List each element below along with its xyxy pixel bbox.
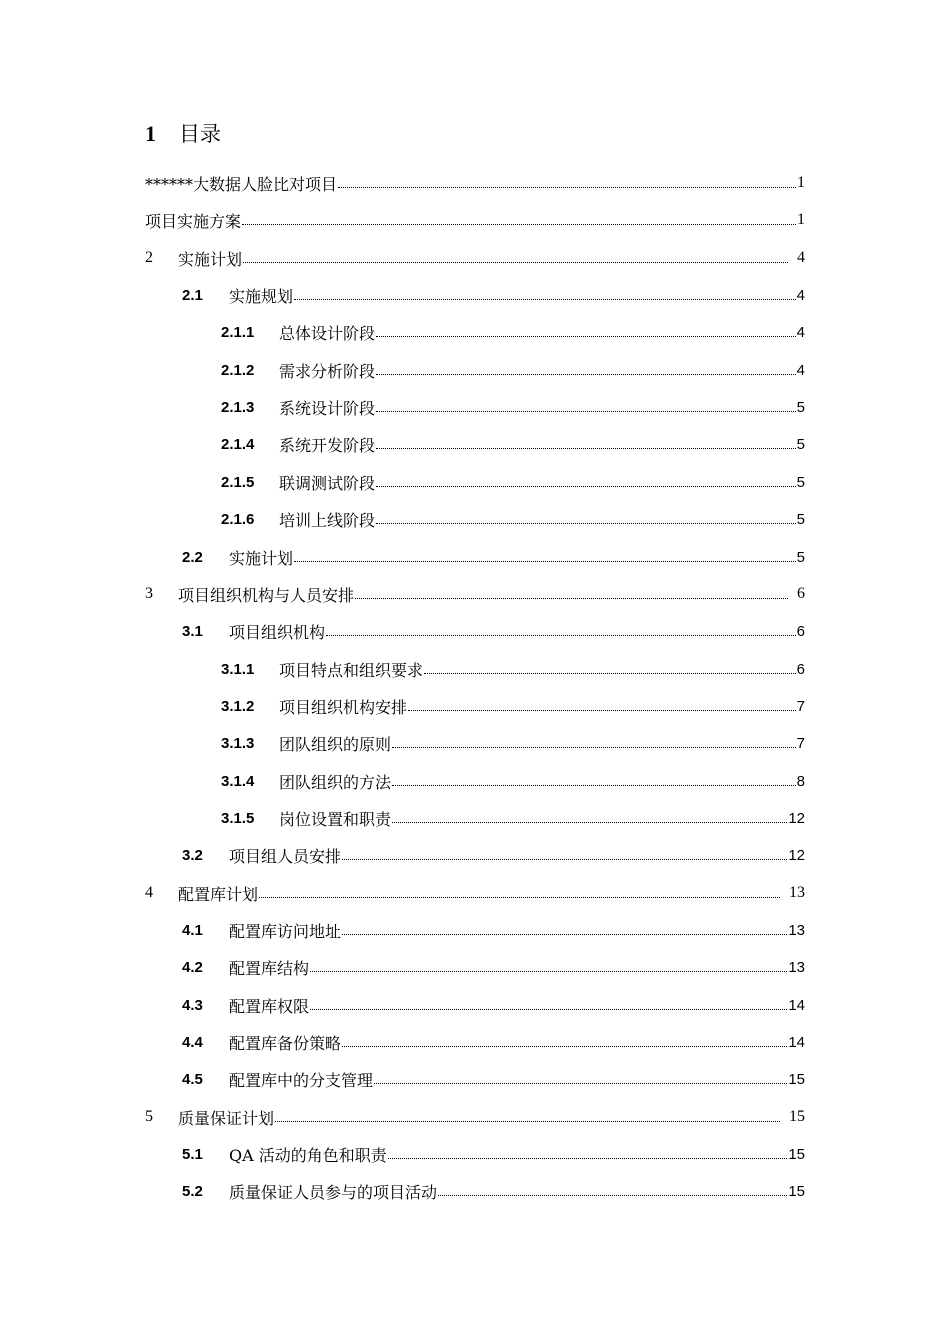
toc-entry[interactable]: [182, 916, 805, 944]
toc-entry-title: ******大数据人脸比对项目: [145, 174, 338, 194]
toc-entry[interactable]: [145, 1103, 805, 1131]
toc-entry-title: 实施计划: [178, 249, 243, 269]
dot-leader: [392, 747, 796, 748]
toc-entry-title: 质量保证人员参与的项目活动: [229, 1182, 438, 1202]
dot-leader: [376, 374, 796, 375]
toc-entry[interactable]: [182, 1177, 805, 1205]
toc-entry-page: 7: [796, 697, 805, 715]
toc-entry-page: 13: [788, 921, 805, 939]
toc-entry-number: 4.4: [182, 1033, 203, 1051]
dot-leader: [259, 897, 780, 898]
toc-entry-number: 3.1.1: [221, 660, 255, 678]
toc-entry[interactable]: [221, 804, 805, 832]
toc-entry[interactable]: [182, 617, 805, 645]
dot-leader: [392, 785, 796, 786]
dot-leader: [294, 561, 796, 562]
toc-entry[interactable]: [221, 318, 805, 346]
toc-entry-page: 5: [796, 435, 805, 453]
toc-entry[interactable]: [221, 468, 805, 496]
toc-entry-title: 项目组织机构安排: [279, 697, 408, 717]
toc-entry-number: 2.1: [182, 286, 203, 304]
toc-entry-number: 3.1.4: [221, 772, 255, 790]
dot-leader: [275, 1121, 780, 1122]
toc-entry-title: 团队组织的方法: [279, 772, 392, 792]
toc-entry[interactable]: [182, 991, 805, 1019]
toc-entry-number: 5.2: [182, 1182, 203, 1200]
dot-leader: [310, 971, 787, 972]
toc-entry[interactable]: [145, 206, 805, 234]
toc-entry-number: 4.3: [182, 996, 203, 1014]
toc-entry-page: 14: [788, 1033, 805, 1051]
toc-entry-page: 5: [796, 398, 805, 416]
toc-entry-page: 6: [797, 585, 805, 602]
toc-entry[interactable]: [182, 953, 805, 981]
toc-entry-title: 配置库结构: [229, 958, 310, 978]
toc-entry-title: 配置库权限: [229, 996, 310, 1016]
toc-entry[interactable]: [221, 430, 805, 458]
toc-entry-page: 13: [788, 958, 805, 976]
toc-entry-title: 联调测试阶段: [279, 473, 376, 493]
toc-entry-number: 5: [145, 1108, 153, 1125]
dot-leader: [326, 635, 796, 636]
toc-entry-title: 需求分析阶段: [279, 361, 376, 381]
toc-entry[interactable]: [221, 692, 805, 720]
toc-entry-number: 2.1.3: [221, 398, 255, 416]
dot-leader: [374, 1083, 787, 1084]
toc-entry-number: 4.1: [182, 921, 203, 939]
toc-entry[interactable]: [182, 543, 805, 571]
toc-entry-title: QA 活动的角色和职责: [229, 1145, 387, 1165]
toc-entry-page: 6: [796, 622, 805, 640]
toc-entry-title: 系统设计阶段: [279, 398, 376, 418]
toc-entry-title: 系统开发阶段: [279, 435, 376, 455]
toc-entry-page: 15: [788, 1145, 805, 1163]
toc-entry[interactable]: [182, 1028, 805, 1056]
toc-entry[interactable]: [221, 729, 805, 757]
toc-entry-title: 岗位设置和职责: [279, 809, 392, 829]
toc-heading: [145, 118, 221, 148]
toc-entry[interactable]: [145, 169, 805, 197]
toc-entry-page: 12: [788, 809, 805, 827]
toc-entry-number: 2.2: [182, 548, 203, 566]
dot-leader: [242, 224, 796, 225]
toc-entry-page: 14: [788, 996, 805, 1014]
toc-entry-page: 5: [796, 510, 805, 528]
toc-entry[interactable]: [221, 393, 805, 421]
dot-leader: [294, 299, 796, 300]
dot-leader: [376, 411, 796, 412]
dot-leader: [392, 822, 787, 823]
toc-entry[interactable]: [221, 767, 805, 795]
toc-entry-title: 项目组织机构: [229, 622, 326, 642]
toc-entry-title: 项目组人员安排: [229, 846, 342, 866]
toc-entry-title: 团队组织的原则: [279, 734, 392, 754]
toc-entry-number: 5.1: [182, 1145, 203, 1163]
toc-entry-title: 项目特点和组织要求: [279, 660, 424, 680]
toc-entry-number: 4.5: [182, 1070, 203, 1088]
toc-entry[interactable]: [145, 244, 805, 272]
dot-leader: [342, 934, 787, 935]
toc-entry-number: 3: [145, 585, 153, 602]
toc-entry-number: 3.1.2: [221, 697, 255, 715]
dot-leader: [376, 336, 796, 337]
toc-entry-title: 配置库中的分支管理: [229, 1070, 374, 1090]
toc-entry[interactable]: [221, 505, 805, 533]
toc-entry[interactable]: [145, 580, 805, 608]
toc-entry-page: 5: [796, 473, 805, 491]
dot-leader: [376, 448, 796, 449]
toc-entry[interactable]: [182, 281, 805, 309]
heading-title: 目录: [179, 122, 221, 146]
toc-entry-page: 7: [796, 734, 805, 752]
toc-entry[interactable]: [182, 1065, 805, 1093]
dot-leader: [376, 523, 796, 524]
toc-entry-page: 6: [796, 660, 805, 678]
dot-leader: [388, 1158, 788, 1159]
toc-entry-page: 5: [796, 548, 805, 566]
toc-entry-title: 实施规划: [229, 286, 294, 306]
toc-entry-page: 4: [796, 361, 805, 379]
dot-leader: [376, 486, 796, 487]
toc-entry-number: 2.1.5: [221, 473, 255, 491]
toc-entry-number: 4: [145, 884, 153, 901]
dot-leader: [438, 1195, 787, 1196]
toc-entry-number: 2.1.1: [221, 323, 255, 341]
toc-entry-title: 项目组织机构与人员安排: [178, 585, 355, 605]
dot-leader: [424, 673, 796, 674]
toc-entry-number: 3.2: [182, 846, 203, 864]
toc-entry[interactable]: [145, 879, 805, 907]
toc-entry-title: 培训上线阶段: [279, 510, 376, 530]
toc-entry-page: 15: [788, 1182, 805, 1200]
dot-leader: [243, 262, 788, 263]
toc-entry-title: 项目实施方案: [145, 211, 242, 231]
toc-entry-number: 3.1: [182, 622, 203, 640]
toc-entry-page: 15: [789, 1108, 805, 1125]
dot-leader: [338, 187, 796, 188]
dot-leader: [342, 859, 787, 860]
toc-entry-page: 1: [797, 211, 805, 228]
dot-leader: [310, 1009, 787, 1010]
toc-entry[interactable]: [182, 841, 805, 869]
toc-entry-title: 质量保证计划: [178, 1108, 275, 1128]
dot-leader: [342, 1046, 787, 1047]
toc-entry-title: 实施计划: [229, 548, 294, 568]
toc-entry-title: 配置库备份策略: [229, 1033, 342, 1053]
toc-entry-number: 3.1.3: [221, 734, 255, 752]
toc-entry-page: 12: [788, 846, 805, 864]
toc-entry-title: 配置库访问地址: [229, 921, 342, 941]
toc-entry-title: 配置库计划: [178, 884, 259, 904]
dot-leader: [408, 710, 796, 711]
toc-entry-page: 13: [789, 884, 805, 901]
toc-entry-number: 4.2: [182, 958, 203, 976]
toc-entry-page: 4: [796, 286, 805, 304]
toc-entry-number: 2.1.2: [221, 361, 255, 379]
toc-entry[interactable]: [182, 1140, 805, 1168]
heading-number: 1: [145, 121, 156, 146]
dot-leader: [355, 598, 788, 599]
toc-entry-number: 2.1.6: [221, 510, 255, 528]
toc-entry-page: 4: [797, 249, 805, 266]
toc-entry-number: 2.1.4: [221, 435, 255, 453]
toc-entry-title: 总体设计阶段: [279, 323, 376, 343]
toc-entry-number: 3.1.5: [221, 809, 255, 827]
toc-entry-page: 8: [796, 772, 805, 790]
toc-entry-page: 4: [796, 323, 805, 341]
toc-entry-page: 1: [797, 174, 805, 191]
toc-entry[interactable]: [221, 655, 805, 683]
toc-entry[interactable]: [221, 356, 805, 384]
toc-entry-page: 15: [788, 1070, 805, 1088]
toc-entry-number: 2: [145, 249, 153, 266]
